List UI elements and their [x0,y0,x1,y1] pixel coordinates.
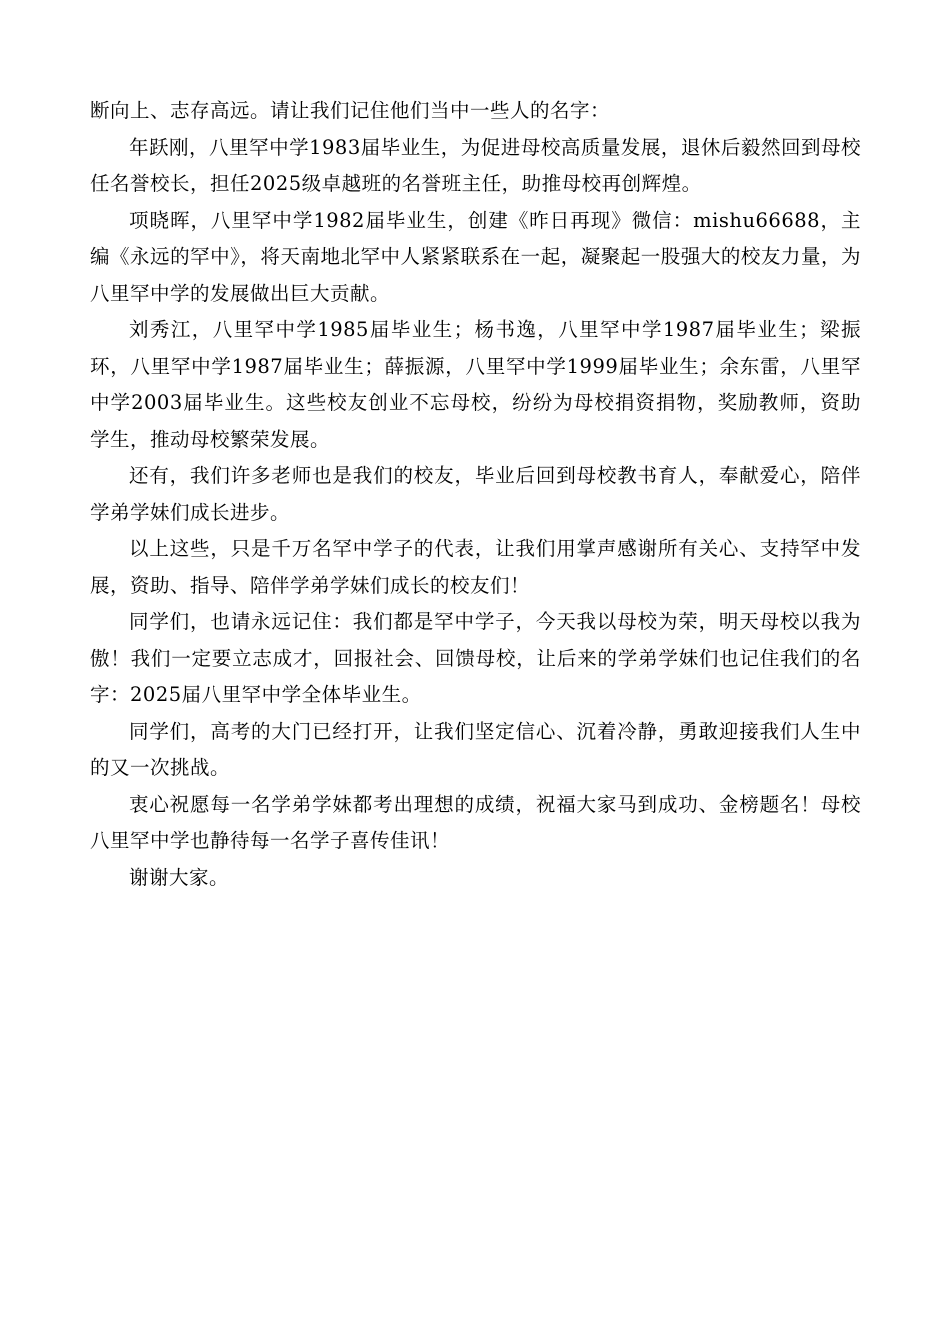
paragraph-exam-challenge: 同学们，高考的大门已经打开，让我们坚定信心、沉着冷静，勇敢迎接我们人生中的又一次挑战。 [90,719,861,779]
document-body [90,93,861,896]
paragraph-closing: 谢谢大家。 [129,865,230,889]
paragraph-thanks-alumni: 以上这些，只是千万名罕中学子的代表，让我们用掌声感谢所有关心、支持罕中发展，资助、指导、陪伴学弟学妹们成长的校友们！ [90,537,861,597]
paragraph-continuation: 断向上、志存高远。请让我们记住他们当中一些人的名字： [90,99,611,122]
paragraph-nian-yuegang: 年跃刚，八里罕中学1983届毕业生，为促进母校高质量发展，退休后毅然回到母校任名誉校长，担任2025级卓越班的名誉班主任，助推母校再创辉煌。 [90,135,861,195]
paragraph-remember: 同学们，也请永远记住：我们都是罕中学子，今天我以母校为荣，明天母校以我为傲！我们一定要立志成才，回报社会、回馈母校，让后来的学弟学妹们也记住我们的名字：2025届八里罕中学全体毕业生。 [90,610,861,706]
paragraph-teachers-alumni: 还有，我们许多老师也是我们的校友，毕业后回到母校教书育人，奉献爱心，陪伴学弟学妹们成长进步。 [90,464,861,524]
paragraph-alumni-donors: 刘秀江，八里罕中学1985届毕业生；杨书逸，八里罕中学1987届毕业生；梁振环，八里罕中学1987届毕业生；薛振源，八里罕中学1999届毕业生；余东雷，八里罕中学2003届毕业生。这些校友创业不忘母校，纷纷为母校捐资捐物，奖励教师，资助学生，推动母校繁荣发展。 [90,318,861,451]
paragraph-xiang-xiaohui: 项晓晖，八里罕中学1982届毕业生，创建《昨日再现》微信：mishu66688，主编《永远的罕中》，将天南地北罕中人紧紧联系在一起，凝聚起一股强大的校友力量，为八里罕中学的发展做出巨大贡献。 [90,208,861,305]
paragraph-wishes: 衷心祝愿每一名学弟学妹都考出理想的成绩，祝福大家马到成功、金榜题名！母校八里罕中学也静待每一名学子喜传佳讯！ [90,792,861,852]
